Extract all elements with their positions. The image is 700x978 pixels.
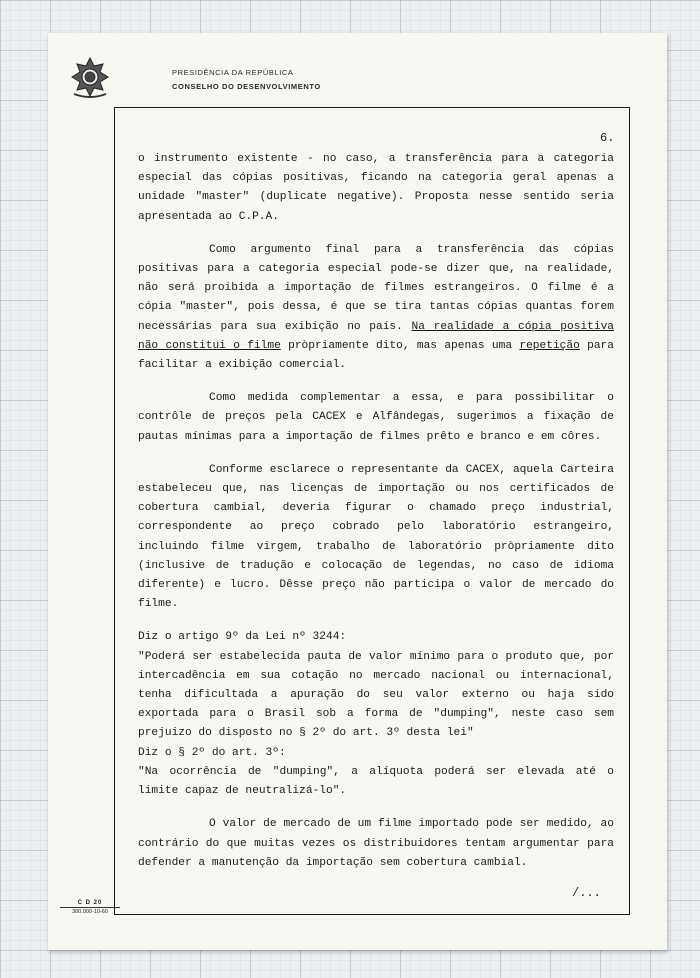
coat-of-arms-icon — [70, 56, 110, 98]
underlined-phrase: Na realidade a cópia positiva não constitui o filme — [138, 320, 614, 352]
paragraph-1: o instrumento existente - no caso, a transferência para a categoria especial das cópias positivas, ficando na categoria geral apenas a unidade "master" (duplicate negative). Proposta nesse sentido seria apresentada ao C.P.A. — [138, 153, 614, 223]
page-number: 6. — [600, 131, 615, 145]
letterhead-presidency: PRESIDÊNCIA DA REPÚBLICA — [172, 68, 294, 77]
form-code-print: 300.000-10-60 — [60, 907, 120, 915]
continuation-mark: /... — [572, 886, 601, 900]
quote-law: "Poderá ser estabelecida pauta de valor mínimo para o produto que, por intercadência em sua cotação no mercado nacional ou internacional, tenha dificultada a apuração do seu valor externo ou haja sido exportada para o Brasil sob a forma de "dumping", neste caso sem prejuizo do disposto no § 2º do art. 3º desta lei" — [138, 650, 614, 740]
letterhead — [172, 68, 321, 91]
quote-article: "Na ocorrência de "dumping", a alíquota poderá ser elevada até o limite capaz de neutralizá-lo". — [138, 765, 614, 798]
quote-intro: Diz o artigo 9º da Lei nº 3244: — [138, 631, 347, 644]
final-paragraph: O valor de mercado de um filme importado pode ser medido, ao contrário do que muitas vezes os distribuidores tentam argumentar para defender a manutenção da importação sem cobertura cambial. — [138, 818, 614, 869]
paragraph-2 — [138, 241, 614, 375]
paragraph-2-text: Como argumento final para a transferência das cópias positivas para a categoria especial pode-se dizer que, na realidade, não será proibida a importação de filmes estrangeiros. O filme é a cópia "master", pois dessa, é que se tira tantas cópias quantas forem necessárias para sua exibição no país. — [138, 243, 614, 333]
quote2-intro: Diz o § 2º do art. 3º: — [138, 746, 286, 759]
letterhead-council: CONSELHO DO DESENVOLVIMENTO — [172, 82, 321, 91]
form-code-id: C D 20 — [77, 900, 103, 906]
paragraph-2-middle: pròpriamente dito, mas apenas uma — [280, 339, 520, 352]
paragraph-3: Como medida complementar a essa, e para possibilitar o contrôle de preços pela CACEX e Alfândegas, sugerimos a fixação de pautas mínimas para a importação de filmes prêto e branco e em côres. — [138, 392, 614, 443]
underlined-word: repetição — [519, 339, 580, 352]
form-code — [60, 900, 120, 915]
document-body — [138, 150, 614, 887]
paragraph-2-end: para facilitar a exibição comercial. — [138, 339, 614, 372]
paragraph-4: Conforme esclarece o representante da CACEX, aquela Carteira estabeleceu que, nas licenças de importação ou nos certificados de cobertura cambial, deveria figurar o chamado preço industrial, correspondente ao preço cobrado pelo laboratório estrangeiro, incluindo filme virgem, trabalho de laboratório pròpriamente dito (inclusive de tradução e colocação de legendas, no caso de idioma diferente) e lucro. Dêsse preço não participa o valor de mercado do filme. — [138, 463, 614, 611]
